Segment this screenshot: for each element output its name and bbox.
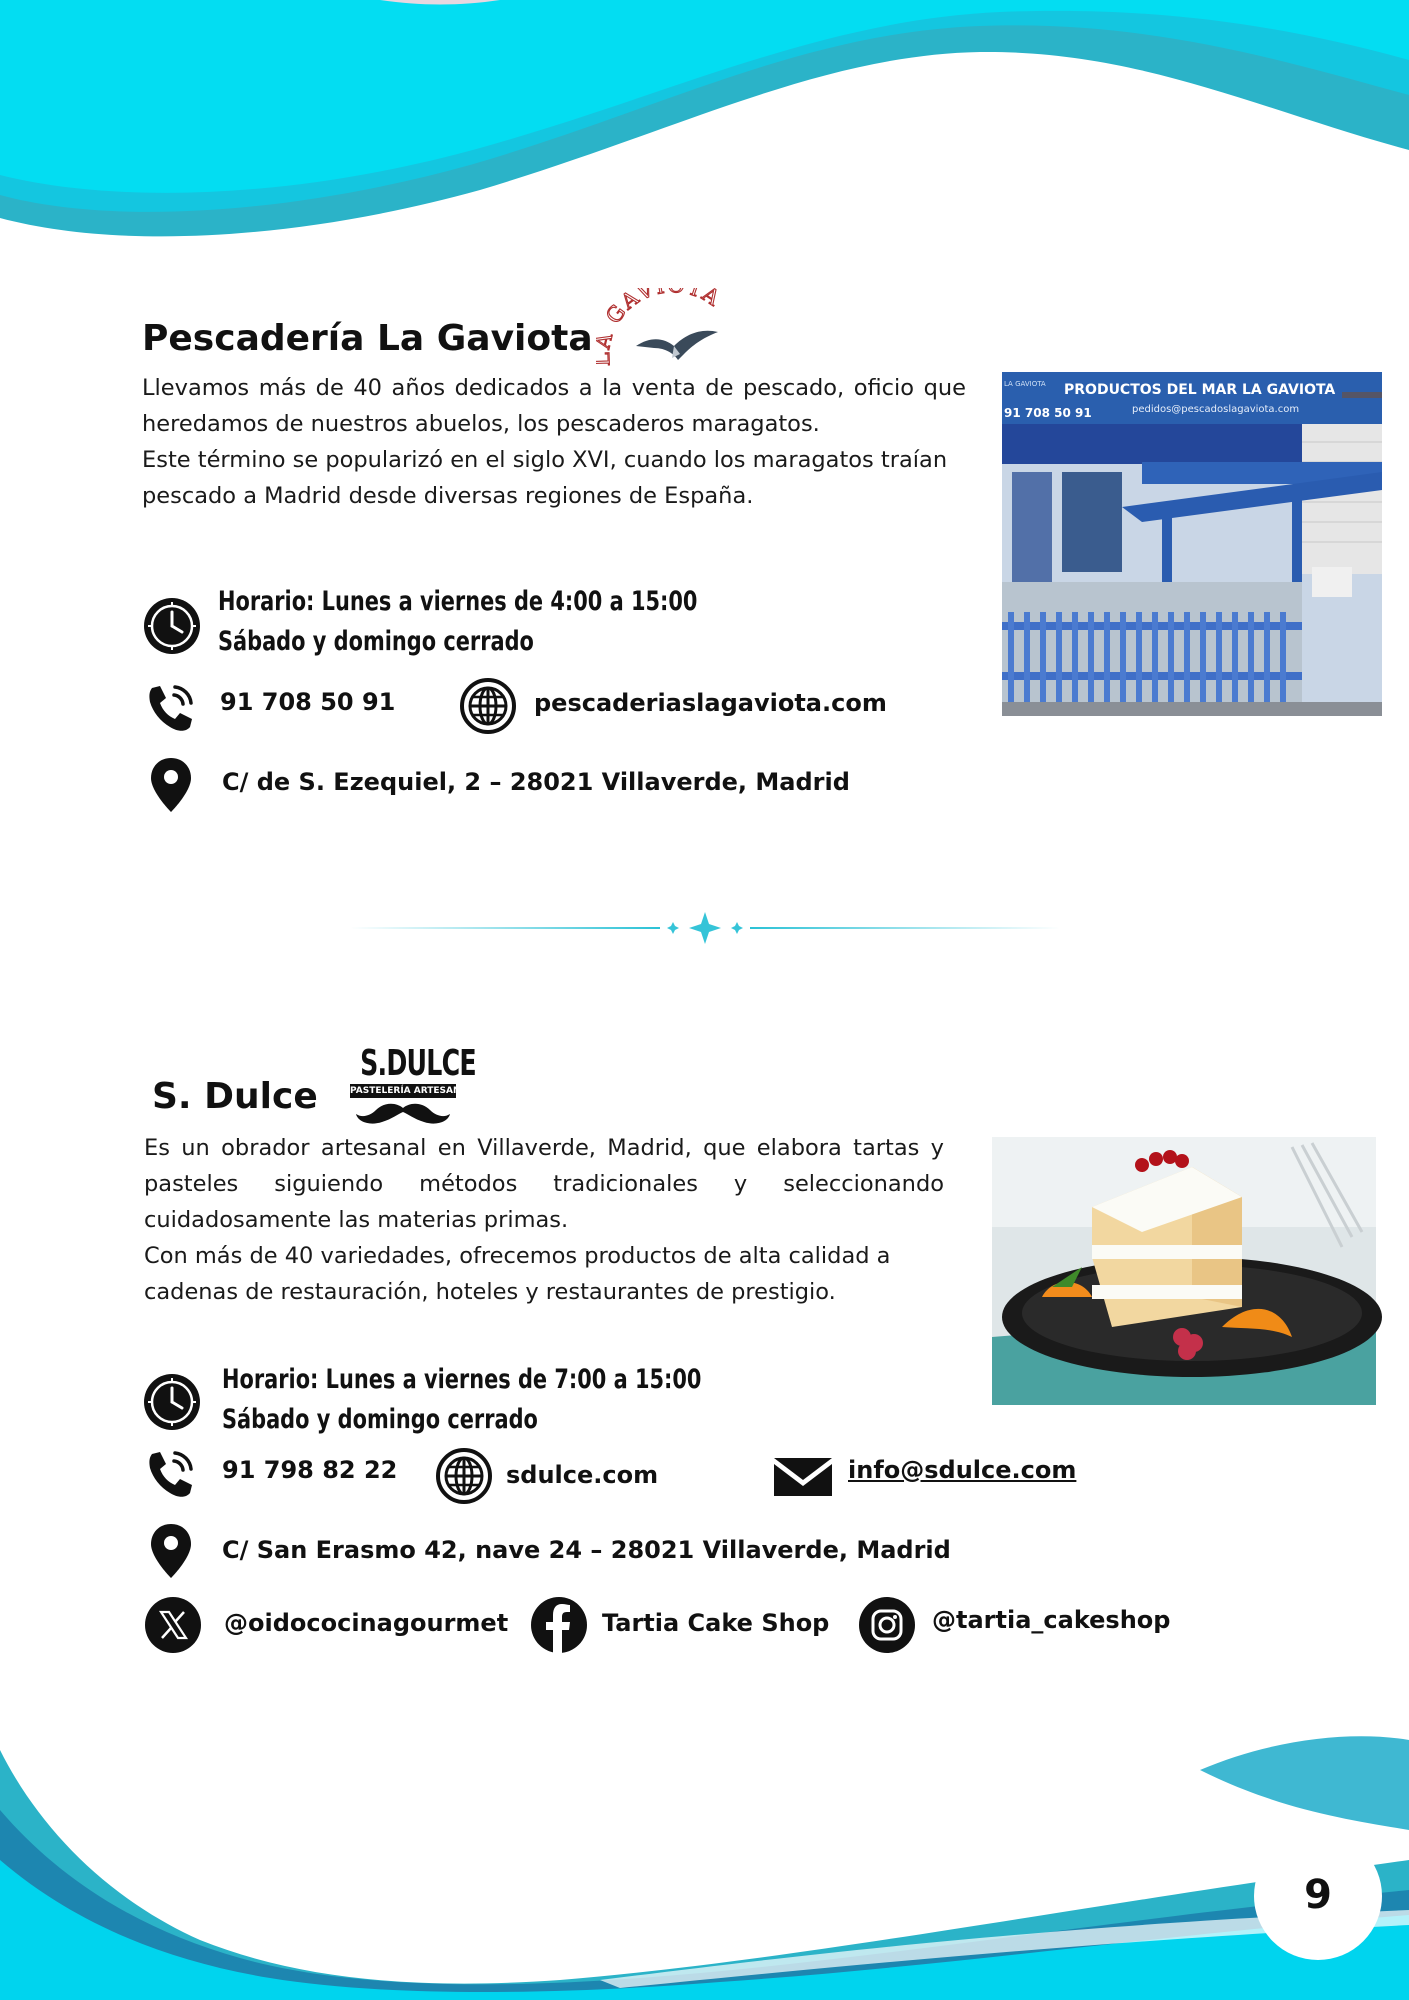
s-dulce-email-link[interactable]: info@sdulce.com [848, 1456, 1077, 1484]
top-wave-decoration [0, 0, 1409, 260]
s-dulce-logo-subtitle: PASTELERÍA ARTESANAL [350, 1086, 474, 1096]
mustache-icon [348, 1098, 458, 1128]
social-facebook-name[interactable]: Tartia Cake Shop [602, 1609, 830, 1637]
s-dulce-cake-photo [992, 1137, 1376, 1405]
clock-icon [142, 1372, 202, 1432]
business-title-s-dulce: S. Dulce [152, 1076, 318, 1117]
la-gaviota-logo-text: GAV TA [601, 288, 726, 329]
la-gaviota-logo [596, 288, 746, 378]
la-gaviota-description [142, 370, 966, 514]
s-dulce-address: C/ San Erasmo 42, nave 24 – 28021 Villaverde, Madrid [222, 1536, 951, 1564]
phone-icon [142, 680, 198, 736]
la-gaviota-phone[interactable]: 91 708 50 91 [220, 688, 396, 716]
location-pin-icon [148, 1522, 194, 1580]
s-dulce-website[interactable]: sdulce.com [506, 1461, 659, 1489]
la-gaviota-storefront-photo [1002, 372, 1382, 716]
social-instagram-handle[interactable]: @tartia_cakeshop [932, 1606, 1171, 1634]
bottom-wave-decoration [0, 1710, 1409, 2000]
s-dulce-hours [222, 1360, 701, 1440]
facebook-icon [530, 1596, 588, 1654]
clock-icon [142, 596, 202, 656]
la-gaviota-website[interactable]: pescaderiaslagaviota.com [534, 689, 887, 717]
s-dulce-paragraph-2: Con más de 40 variedades, ofrecemos productos de alta calidad a cadenas de restauración, hoteles y restaurantes de prestigio. [144, 1243, 891, 1305]
email-envelope-icon [772, 1454, 834, 1498]
location-pin-icon [148, 756, 194, 814]
s-dulce-paragraph-1: Es un obrador artesanal en Villaverde, Madrid, que elabora tartas y pasteles siguiendo métodos tradicionales y seleccionando cuidadosamente las materias primas. [144, 1135, 944, 1233]
s-dulce-hours-weekdays: Horario: Lunes a viernes de 7:00 a 15:00 [222, 1364, 702, 1395]
photo-sign-title: PRODUCTOS DEL MAR LA GAVIOTA [1064, 382, 1336, 398]
social-x-handle[interactable]: @oidococinagourmet [224, 1609, 509, 1637]
instagram-icon [858, 1596, 916, 1654]
la-gaviota-paragraph-1: Llevamos más de 40 años dedicados a la venta de pescado, oficio que heredamos de nuestros abuelos, los pescaderos maragatos. [142, 375, 966, 437]
s-dulce-phone[interactable]: 91 798 82 22 [222, 1456, 398, 1484]
globe-icon [458, 676, 518, 736]
s-dulce-hours-weekend: Sábado y domingo cerrado [222, 1404, 538, 1435]
la-gaviota-hours [218, 582, 697, 662]
section-divider [350, 908, 1060, 948]
business-title-la-gaviota: Pescadería La Gaviota [142, 318, 593, 359]
s-dulce-logo [348, 1043, 476, 1138]
la-gaviota-hours-weekend: Sábado y domingo cerrado [218, 626, 534, 657]
la-gaviota-hours-weekdays: Horario: Lunes a viernes de 4:00 a 15:00 [218, 586, 698, 617]
photo-sign-brand: LA GAVIOTA [1004, 380, 1046, 388]
phone-icon [142, 1446, 198, 1502]
svg-text:LA GAVIOTA [596, 288, 725, 367]
la-gaviota-paragraph-2: Este término se popularizó en el siglo XVI, cuando los maragatos traían pescado a Madrid desde diversas regiones de España. [142, 447, 948, 509]
la-gaviota-address: C/ de S. Ezequiel, 2 – 28021 Villaverde, Madrid [222, 768, 850, 796]
globe-icon [434, 1446, 494, 1506]
photo-sign-email: pedidos@pescadoslagaviota.com [1132, 404, 1300, 415]
s-dulce-description [144, 1130, 944, 1310]
x-twitter-icon [144, 1596, 202, 1654]
photo-sign-phone: 91 708 50 91 [1004, 406, 1092, 420]
page-number: 9 [1304, 1872, 1332, 1918]
s-dulce-logo-title: S.DULCE [360, 1043, 476, 1084]
